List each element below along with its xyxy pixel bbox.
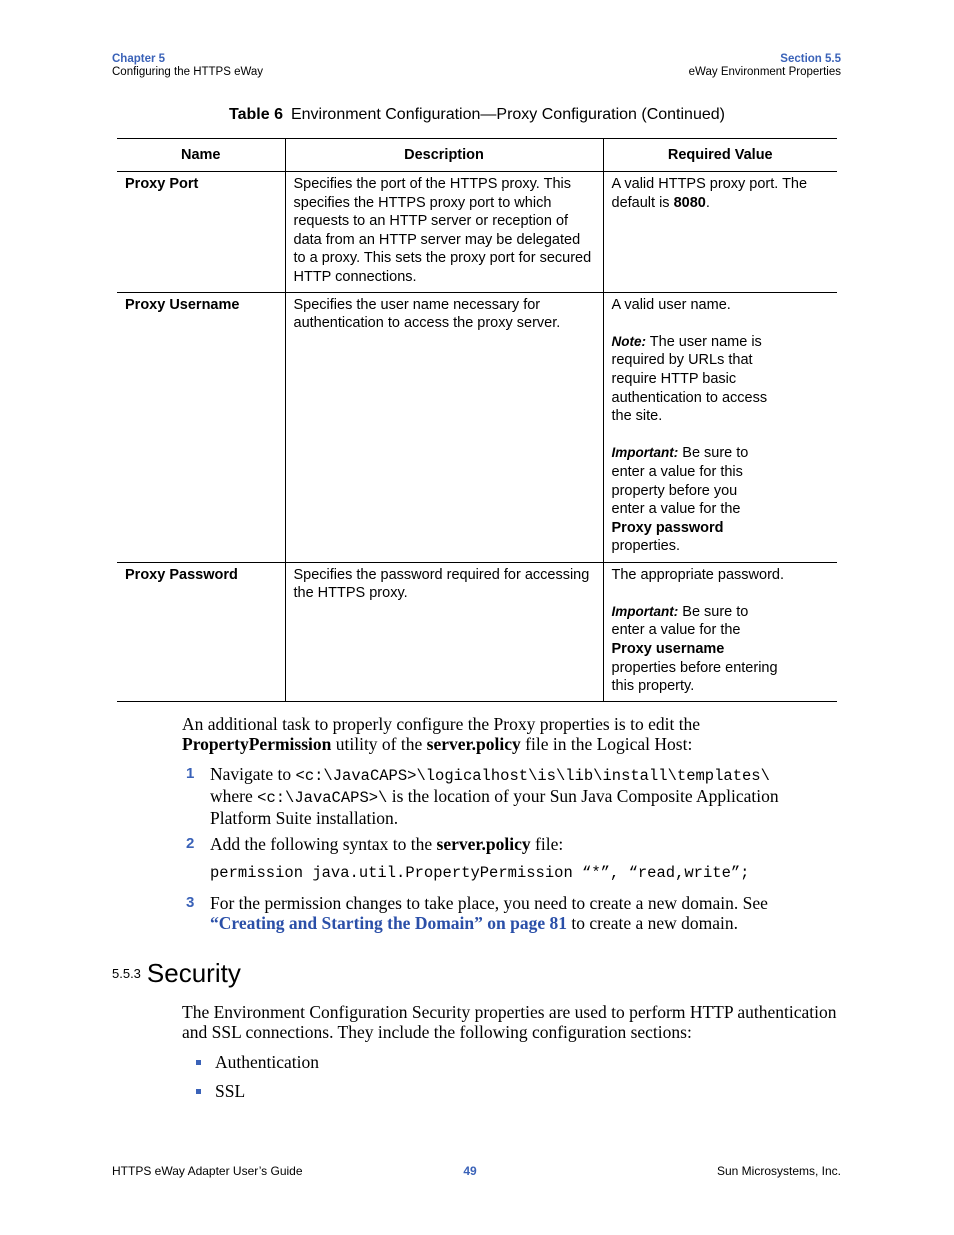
important-bold: Proxy username — [611, 640, 725, 657]
intro-bold-2: server.policy — [426, 734, 521, 754]
step-text-2: to create a new domain. — [567, 913, 739, 933]
step-text-2: where — [210, 786, 258, 806]
code-snippet: permission java.util.PropertyPermission “*”, “read,write”; — [210, 864, 750, 882]
note-text: The user name is required by URLs that require HTTP basic authentication to access the site. — [611, 333, 768, 425]
step-text: For the permission changes to take place, you need to create a new domain. See — [210, 893, 768, 913]
bullet-square-icon — [196, 1089, 201, 1094]
required-text: A valid HTTPS proxy port. The default is — [611, 176, 808, 211]
bullet-item — [196, 1052, 319, 1072]
required-main: A valid user name. — [611, 296, 731, 313]
page-header-right — [689, 53, 841, 79]
important-label: Important: — [611, 445, 679, 461]
footer-guide-title: HTTPS eWay Adapter User’s Guide — [112, 1164, 303, 1178]
column-header-description: Description — [285, 139, 603, 172]
footer-page-number: 49 — [463, 1164, 477, 1178]
step-root-code: <c:\JavaCAPS>\ — [257, 789, 388, 807]
important-text: Be sure to enter a value for the — [611, 603, 749, 639]
header-section: Section 5.5 — [780, 53, 841, 65]
important-text: Be sure to enter a value for this property before you enter a value for the — [611, 445, 749, 518]
cell-required-value — [603, 292, 837, 562]
cell-name: Proxy Username — [117, 292, 285, 562]
step-bold: server.policy — [436, 834, 531, 854]
table-header-row — [117, 139, 837, 172]
cell-required-value — [603, 562, 837, 701]
column-header-required-value: Required Value — [603, 139, 837, 172]
important-label: Important: — [611, 603, 679, 619]
column-header-name: Name — [117, 139, 285, 172]
section-title: Security — [146, 958, 241, 988]
important-bold: Proxy password — [611, 519, 724, 536]
step-number: 2 — [186, 835, 195, 852]
required-text-end: . — [705, 194, 710, 211]
bullet-text: SSL — [215, 1081, 246, 1101]
table-caption-text: Environment Configuration—Proxy Configuration (Continued) — [290, 106, 725, 123]
cell-required-value — [603, 172, 837, 293]
section-number: 5.5.3 — [112, 966, 141, 981]
page-header-left — [112, 53, 263, 79]
bullet-text: Authentication — [215, 1052, 320, 1072]
intro-bold-1: PropertyPermission — [182, 734, 332, 754]
intro-text-3: file in the Logical Host: — [520, 734, 693, 754]
important-post: properties. — [611, 538, 681, 555]
step-text: Navigate to — [210, 764, 296, 784]
table-caption-label: Table 6 — [229, 106, 283, 123]
cell-description: Specifies the user name necessary for authentication to access the proxy server. — [285, 292, 603, 562]
note-label: Note: — [611, 333, 646, 349]
cell-description: Specifies the password required for accessing the HTTPS proxy. — [285, 562, 603, 701]
header-chapter-title: Configuring the HTTPS eWay — [112, 66, 264, 78]
step-text-3: is the location of your Sun Java Composite Application Platform Suite installation. — [210, 786, 779, 828]
cell-name: Proxy Port — [117, 172, 285, 293]
step-text: Add the following syntax to the — [210, 834, 437, 854]
proxy-config-table — [117, 138, 837, 702]
intro-text-2: utility of the — [331, 734, 427, 754]
section-heading — [112, 958, 241, 989]
header-chapter: Chapter 5 — [112, 53, 166, 65]
table-row-proxy-port — [117, 172, 837, 293]
footer-company: Sun Microsystems, Inc. — [716, 1164, 841, 1178]
intro-paragraph — [182, 714, 842, 754]
default-port: 8080 — [673, 194, 706, 211]
note-block — [612, 333, 830, 426]
important-post: properties before entering this property. — [611, 659, 778, 695]
required-main: The appropriate password. — [611, 566, 784, 583]
step-path-code: <c:\JavaCAPS>\logicalhost\is\lib\install\templates\ — [295, 767, 770, 785]
important-block — [612, 444, 830, 556]
step-text-2: file: — [530, 834, 564, 854]
table-caption — [117, 106, 837, 124]
cell-description: Specifies the port of the HTTPS proxy. This specifies the HTTPS proxy port to which requests to an HTTP server or reception of data from an HTTP server may be delegated to a proxy. This sets the proxy port for secured HTTP connections. — [285, 172, 603, 293]
header-section-title: eWay Environment Properties — [688, 66, 841, 78]
cell-name: Proxy Password — [117, 562, 285, 701]
important-block — [612, 603, 830, 696]
intro-text: An additional task to properly configure the Proxy properties is to edit the — [182, 714, 701, 734]
bullet-square-icon — [196, 1060, 201, 1065]
table-row-proxy-password — [117, 562, 837, 701]
cross-reference-link[interactable]: “Creating and Starting the Domain” on page 81 — [210, 913, 567, 933]
step-number: 1 — [186, 765, 195, 782]
section-body: The Environment Configuration Security properties are used to perform HTTP authentication and SSL connections. They include the following configuration sections: — [182, 1002, 837, 1042]
table-row-proxy-username — [117, 292, 837, 562]
bullet-item — [196, 1081, 245, 1101]
step-number: 3 — [186, 894, 195, 911]
